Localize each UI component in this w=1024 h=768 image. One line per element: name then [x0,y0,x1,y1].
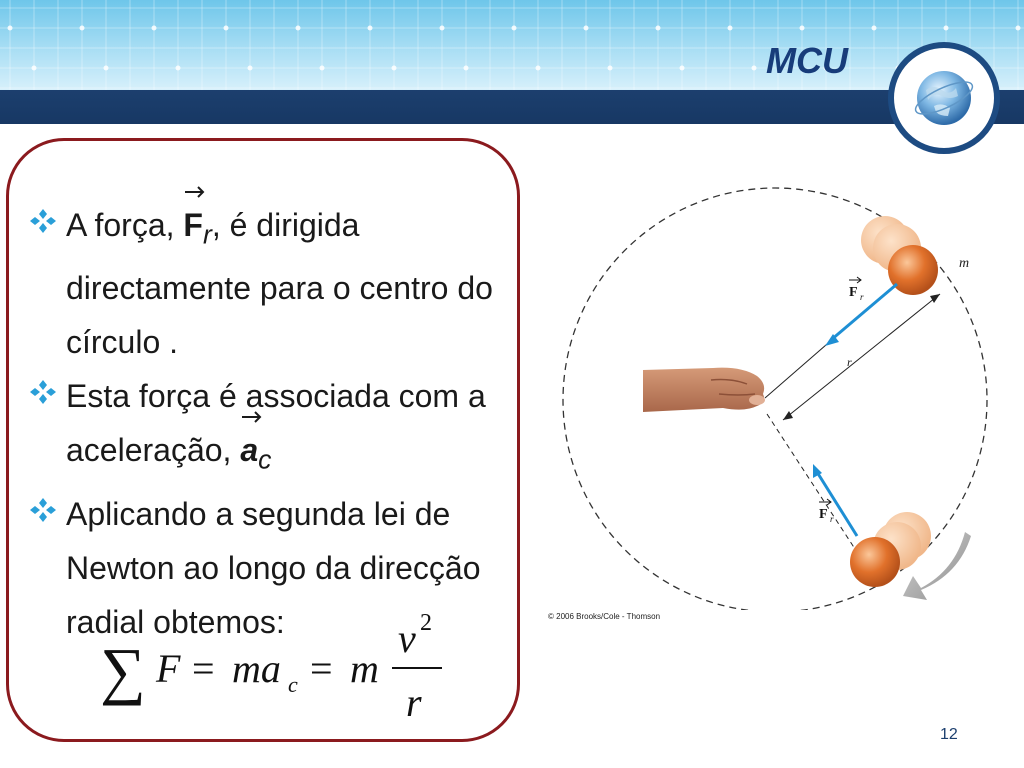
header-navy-bar [0,90,1024,124]
acceleration-symbol: a [240,432,259,469]
formula-eq1: = [192,646,215,691]
page-number: 12 [940,726,958,743]
formula-sum: ∑ [100,635,146,706]
vector-arrow-icon [183,184,207,198]
radius-arrowhead [930,294,940,303]
vector-arrow-icon [849,277,861,283]
header-band [0,0,1024,90]
diamond-bullet-icon [28,206,58,236]
circular-motion-figure [535,180,1005,610]
formula-sub-c: c [288,672,298,697]
formula-exponent: 2 [420,610,432,636]
formula-lhs: F [156,646,181,691]
image-credit: © 2006 Brooks/Cole - Thomson [548,612,661,621]
diamond-bullet-icon [28,377,58,407]
formula-denominator: r [406,680,422,725]
force-sub-top: r [860,292,864,302]
force-subscript: r [202,219,212,250]
force-arrow-top [831,284,897,340]
mass-label: m [959,256,970,271]
force-sub-bottom: r [830,514,834,524]
slide-title: MCU [766,40,848,81]
bullet-text-pre: A força, [66,207,184,243]
bullet-text-pre: Esta força é associada com a aceleração, [66,378,486,469]
diamond-bullet-icon [28,495,58,525]
radius-label: r [847,355,852,369]
acceleration-vector-symbol [240,423,271,486]
bullet-text-pre: Aplicando a segunda lei de Newton ao longo da direcção radial obtemos: [66,495,481,640]
vector-arrow-icon [240,409,264,423]
mass-ball-bottom [850,537,900,587]
formula-ma: ma [232,646,281,691]
vector-arrow-icon [819,499,831,505]
force-symbol: F [183,207,203,243]
radius-arrowhead [783,411,793,420]
bullet-text-post: , é dirigida directamente para o centro do círculo . [66,207,493,361]
hand-icon [643,368,765,412]
force-vector-symbol [183,198,211,261]
formula-numerator: v [398,616,416,661]
force-label-top: F [849,285,858,300]
bullet-item [24,369,524,486]
globe-icon [912,66,976,130]
acceleration-subscript: c [258,444,272,475]
bullet-list [24,198,524,649]
header-grid-pattern [0,0,1024,90]
formula-eq2: = [310,646,333,691]
globe-logo [888,42,1000,154]
mass-ball-top [888,245,938,295]
newton-formula [100,608,460,728]
bullet-item [24,198,524,369]
string-line-lower [767,414,857,552]
force-label-bottom: F [819,507,828,522]
force-arrow-bottom [817,472,857,536]
formula-m: m [350,646,379,691]
